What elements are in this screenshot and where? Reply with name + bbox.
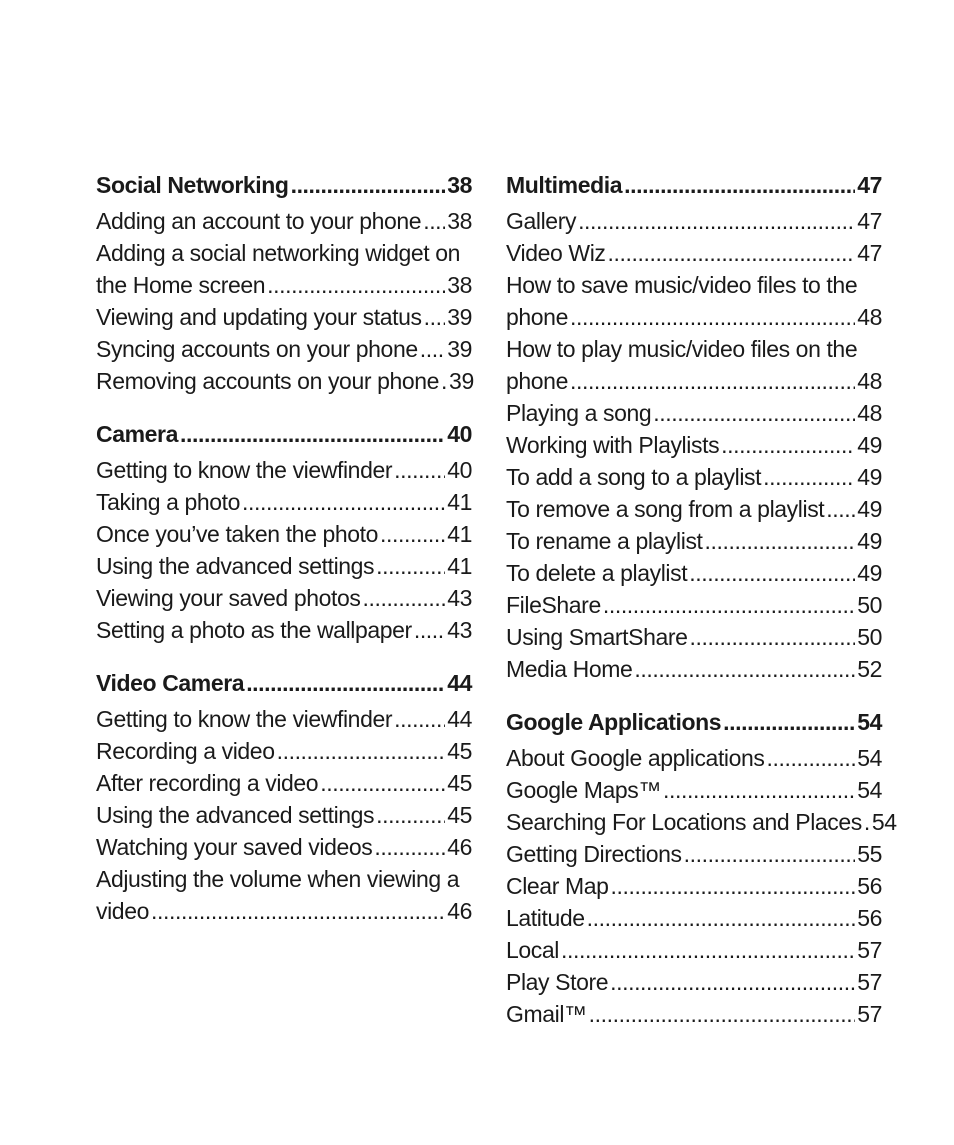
- entry-title: Media Home: [506, 656, 633, 682]
- entry-title: Playing a song: [506, 400, 652, 426]
- toc-entry[interactable]: [96, 365, 472, 397]
- toc-entry[interactable]: [96, 486, 472, 518]
- entry-title: the Home screen: [96, 272, 266, 298]
- dot-leader: [291, 166, 446, 204]
- toc-entry[interactable]: [506, 365, 882, 397]
- toc-column-right: [506, 166, 897, 1048]
- dot-leader: [611, 870, 856, 902]
- entry-title-line1[interactable]: How to play music/video files on the: [506, 336, 858, 362]
- entry-title: Viewing your saved photos: [96, 585, 361, 611]
- entry-page-number: 49: [857, 432, 882, 458]
- entry-page-number: 46: [447, 834, 472, 860]
- dot-leader: [653, 397, 855, 429]
- toc-column-left: [96, 166, 472, 945]
- dot-leader: [705, 525, 856, 557]
- dot-leader: [608, 237, 856, 269]
- dot-leader: [589, 998, 856, 1030]
- toc-entry[interactable]: [96, 301, 472, 333]
- dot-leader: [423, 205, 445, 237]
- entry-page-number: 48: [857, 400, 882, 426]
- dot-leader: [376, 550, 445, 582]
- entry-title: To remove a song from a playlist: [506, 496, 825, 522]
- entry-page-number: 55: [857, 841, 882, 867]
- toc-section-social-networking: [96, 166, 472, 397]
- toc-section-camera: [96, 415, 472, 646]
- toc-entry[interactable]: [506, 397, 882, 429]
- dot-leader: [362, 582, 445, 614]
- entry-title: Setting a photo as the wallpaper: [96, 617, 412, 643]
- toc-entry[interactable]: [506, 461, 882, 493]
- entry-page-number: 41: [447, 553, 472, 579]
- dot-leader: [246, 664, 445, 702]
- toc-entry[interactable]: [506, 301, 882, 333]
- toc-entry[interactable]: [506, 966, 882, 998]
- entry-page-number: 57: [857, 937, 882, 963]
- entry-page-number: 49: [857, 528, 882, 554]
- toc-entry[interactable]: [506, 998, 882, 1030]
- toc-entry[interactable]: [506, 557, 882, 589]
- dot-leader: [424, 301, 446, 333]
- entry-title: Recording a video: [96, 738, 275, 764]
- toc-entry[interactable]: [506, 237, 882, 269]
- entry-title: phone: [506, 368, 568, 394]
- entry-page-number: 54: [857, 777, 882, 803]
- entry-title: After recording a video: [96, 770, 319, 796]
- entry-page-number: 39: [447, 336, 472, 362]
- entry-title: Using SmartShare: [506, 624, 688, 650]
- toc-entry[interactable]: [96, 614, 472, 646]
- entry-page-number: 43: [447, 585, 472, 611]
- toc-heading-social-networking[interactable]: [96, 166, 472, 204]
- toc-entry[interactable]: [96, 550, 472, 582]
- entry-title: Play Store: [506, 969, 609, 995]
- toc-entry[interactable]: [506, 525, 882, 557]
- toc-heading-google-applications[interactable]: [506, 703, 882, 741]
- dot-leader: [180, 415, 445, 453]
- toc-entry[interactable]: [506, 621, 882, 653]
- toc-entry[interactable]: [96, 799, 472, 831]
- dot-leader: [587, 902, 856, 934]
- entry-title: Adding an account to your phone: [96, 208, 422, 234]
- entry-page-number: 45: [447, 738, 472, 764]
- dot-leader: [376, 799, 445, 831]
- entry-title: Viewing and updating your status: [96, 304, 422, 330]
- entry-title: To delete a playlist: [506, 560, 688, 586]
- toc-entry[interactable]: [506, 934, 882, 966]
- entry-page-number: 41: [447, 521, 472, 547]
- entry-page-number: 40: [447, 457, 472, 483]
- dot-leader: [690, 621, 856, 653]
- entry-page-number: 54: [871, 809, 897, 835]
- entry-page-number: 57: [857, 969, 882, 995]
- toc-entry[interactable]: [506, 870, 882, 902]
- entry-page-number: 49: [857, 496, 882, 522]
- entry-page-number: 38: [447, 208, 472, 234]
- entry-title: Latitude: [506, 905, 585, 931]
- toc-section-video-camera: [96, 664, 472, 927]
- entry-title: Using the advanced settings: [96, 802, 375, 828]
- entry-page-number: 41: [447, 489, 472, 515]
- entry-title: Removing accounts on your phone: [96, 368, 440, 394]
- toc-entry[interactable]: [506, 205, 882, 237]
- section-title: Google Applications: [506, 709, 722, 735]
- toc-entry[interactable]: [506, 653, 882, 685]
- entry-title: Watching your saved videos: [96, 834, 373, 860]
- entry-title: video: [96, 898, 149, 924]
- entry-title: Local: [506, 937, 559, 963]
- entry-title: Clear Map: [506, 873, 609, 899]
- toc-entry[interactable]: [506, 429, 882, 461]
- toc-entry[interactable]: [506, 493, 882, 525]
- entry-page-number: 44: [447, 706, 472, 732]
- entry-page-number: 57: [857, 1001, 882, 1027]
- section-title: Camera: [96, 421, 178, 447]
- entry-title-line1[interactable]: Adding a social networking widget on: [96, 240, 461, 266]
- toc-entry[interactable]: [96, 269, 472, 301]
- toc-heading-camera[interactable]: [96, 415, 472, 453]
- toc-entry[interactable]: [96, 518, 472, 550]
- dot-leader: [277, 735, 446, 767]
- entry-title: Gmail™: [506, 1001, 587, 1027]
- dot-leader: [610, 966, 855, 998]
- dot-leader: [624, 166, 855, 204]
- section-page-number: 54: [857, 709, 882, 735]
- toc-entry[interactable]: [96, 582, 472, 614]
- entry-title: Using the advanced settings: [96, 553, 375, 579]
- dot-leader: [721, 429, 855, 461]
- dot-leader: [767, 742, 856, 774]
- entry-page-number: 39: [449, 368, 474, 394]
- toc-entry[interactable]: [96, 703, 472, 735]
- dot-leader: [634, 653, 855, 685]
- entry-title: Google Maps™: [506, 777, 661, 803]
- entry-title-line1[interactable]: Adjusting the volume when viewing a: [96, 866, 460, 892]
- dot-leader: [394, 454, 445, 486]
- entry-page-number: 54: [857, 745, 882, 771]
- toc-entry[interactable]: [96, 205, 472, 237]
- section-title: Social Networking: [96, 172, 289, 198]
- entry-page-number: 52: [857, 656, 882, 682]
- entry-page-number: 47: [857, 208, 882, 234]
- dot-leader: [320, 767, 445, 799]
- entry-title: Getting Directions: [506, 841, 682, 867]
- entry-page-number: 56: [857, 905, 882, 931]
- entry-title: Gallery: [506, 208, 577, 234]
- toc-section-multimedia: [506, 166, 882, 685]
- entry-title: Working with Playlists: [506, 432, 720, 458]
- dot-leader: [267, 269, 445, 301]
- toc-entry[interactable]: [506, 589, 882, 621]
- entry-page-number: 48: [857, 304, 882, 330]
- entry-title: Video Wiz: [506, 240, 606, 266]
- entry-page-number: 56: [857, 873, 882, 899]
- dot-leader: [414, 614, 445, 646]
- entry-title: Searching For Locations and Places: [506, 809, 862, 835]
- entry-page-number: 47: [857, 240, 882, 266]
- section-title: Video Camera: [96, 670, 245, 696]
- entry-page-number: 45: [447, 770, 472, 796]
- entry-page-number: 49: [857, 464, 882, 490]
- dot-leader: [603, 589, 855, 621]
- entry-page-number: 38: [447, 272, 472, 298]
- toc-entry[interactable]: [96, 895, 472, 927]
- entry-page-number: 49: [857, 560, 882, 586]
- toc-entry[interactable]: [506, 774, 882, 806]
- entry-page-number: 39: [447, 304, 472, 330]
- entry-title: Taking a photo: [96, 489, 241, 515]
- dot-leader: [763, 461, 855, 493]
- entry-page-number: 50: [857, 624, 882, 650]
- dot-leader: [578, 205, 855, 237]
- entry-page-number: 45: [447, 802, 472, 828]
- dot-leader: [684, 838, 856, 870]
- dot-leader: [561, 934, 855, 966]
- section-page-number: 40: [447, 421, 472, 447]
- toc-entry[interactable]: [96, 767, 472, 799]
- toc-entry[interactable]: [506, 806, 897, 838]
- toc-entry[interactable]: [96, 454, 472, 486]
- section-page-number: 38: [447, 172, 472, 198]
- dot-leader: [242, 486, 445, 518]
- toc-entry[interactable]: [96, 735, 472, 767]
- toc-entry[interactable]: [96, 333, 472, 365]
- entry-title-line1[interactable]: How to save music/video files to the: [506, 272, 858, 298]
- entry-title: Once you’ve taken the photo: [96, 521, 379, 547]
- entry-page-number: 43: [447, 617, 472, 643]
- dot-leader: [570, 365, 855, 397]
- toc-entry[interactable]: [96, 831, 472, 863]
- toc-heading-video-camera[interactable]: [96, 664, 472, 702]
- section-page-number: 47: [857, 172, 882, 198]
- toc-entry[interactable]: [506, 838, 882, 870]
- entry-title: Getting to know the viewfinder: [96, 457, 393, 483]
- dot-leader: [826, 493, 855, 525]
- dot-leader: [380, 518, 445, 550]
- section-title: Multimedia: [506, 172, 623, 198]
- entry-page-number: 46: [447, 898, 472, 924]
- dot-leader: [394, 703, 445, 735]
- entry-page-number: 48: [857, 368, 882, 394]
- dot-leader: [570, 301, 855, 333]
- toc-heading-multimedia[interactable]: [506, 166, 882, 204]
- entry-title: FileShare: [506, 592, 601, 618]
- toc-entry[interactable]: [506, 902, 882, 934]
- entry-title: To rename a playlist: [506, 528, 703, 554]
- entry-title: phone: [506, 304, 568, 330]
- section-page-number: 44: [447, 670, 472, 696]
- dot-leader: [151, 895, 445, 927]
- dot-leader: [689, 557, 855, 589]
- dot-leader: [723, 703, 855, 741]
- entry-title: To add a song to a playlist: [506, 464, 762, 490]
- toc-section-google-applications: [506, 703, 897, 1030]
- dot-leader: [420, 333, 445, 365]
- dot-leader: [374, 831, 445, 863]
- entry-title: About Google applications: [506, 745, 765, 771]
- entry-title: Getting to know the viewfinder: [96, 706, 393, 732]
- entry-page-number: 50: [857, 592, 882, 618]
- toc-entry[interactable]: [506, 742, 882, 774]
- entry-title: Syncing accounts on your phone: [96, 336, 418, 362]
- dot-leader: [663, 774, 855, 806]
